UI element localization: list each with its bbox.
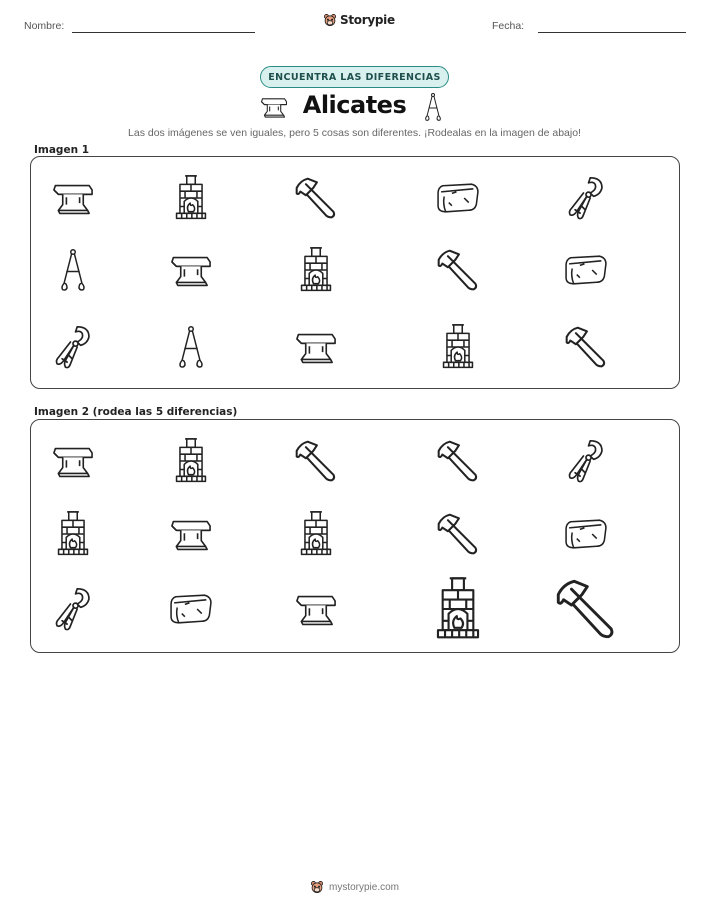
name-line[interactable]: [72, 32, 255, 33]
date-label: Fecha:: [492, 20, 525, 32]
pliers-icon: [52, 323, 94, 371]
furnace-icon: [174, 174, 208, 222]
footer-url: mystorypie.com: [328, 881, 399, 893]
hammer-icon[interactable]: [435, 438, 481, 484]
bear-icon: [323, 13, 337, 27]
hammer-icon: [293, 175, 339, 221]
furnace-icon: [299, 246, 333, 294]
brand-name: Storypie: [340, 13, 395, 27]
tongs-icon: [176, 319, 206, 375]
hammer-icon[interactable]: [435, 511, 481, 557]
page-title: Alicates: [302, 91, 407, 119]
name-label: Nombre:: [24, 20, 65, 32]
stone-icon[interactable]: [168, 591, 214, 627]
tongs-icon: [58, 242, 88, 298]
anvil-icon[interactable]: [294, 590, 338, 628]
tongs-icon: [422, 92, 444, 122]
furnace-icon[interactable]: [174, 437, 208, 485]
pliers-icon[interactable]: [52, 585, 94, 633]
anvil-icon[interactable]: [51, 442, 95, 480]
footer: [0, 880, 709, 894]
hammer-icon[interactable]: [293, 438, 339, 484]
stone-icon: [435, 180, 481, 216]
pliers-icon: [565, 174, 607, 222]
instructions: Las dos imágenes se ven iguales, pero 5 cosas son diferentes. ¡Rodealas en la imagen de abajo!: [128, 127, 581, 139]
anvil-icon: [169, 251, 213, 289]
hammer-icon: [435, 247, 481, 293]
date-line[interactable]: [538, 32, 686, 33]
furnace-icon[interactable]: [56, 510, 90, 558]
hammer-icon: [563, 324, 609, 370]
image-panel-2[interactable]: [30, 419, 680, 653]
anvil-icon: [51, 179, 95, 217]
furnace-icon: [441, 323, 475, 371]
bear-icon: [310, 880, 324, 894]
panel2-label: Imagen 2 (rodea las 5 diferencias): [34, 406, 238, 418]
pliers-icon[interactable]: [565, 437, 607, 485]
stone-icon: [563, 252, 609, 288]
image-panel-1: [30, 156, 680, 389]
anvil-icon[interactable]: [169, 515, 213, 553]
find-differences-badge: ENCUENTRA LAS DIFERENCIAS: [260, 66, 449, 88]
panel1-label: Imagen 1: [34, 144, 90, 156]
anvil-icon: [294, 328, 338, 366]
furnace-icon[interactable]: [430, 576, 486, 642]
furnace-icon[interactable]: [299, 510, 333, 558]
brand-logo: [323, 13, 395, 27]
stone-icon[interactable]: [563, 516, 609, 552]
hammer-icon[interactable]: [553, 576, 619, 642]
